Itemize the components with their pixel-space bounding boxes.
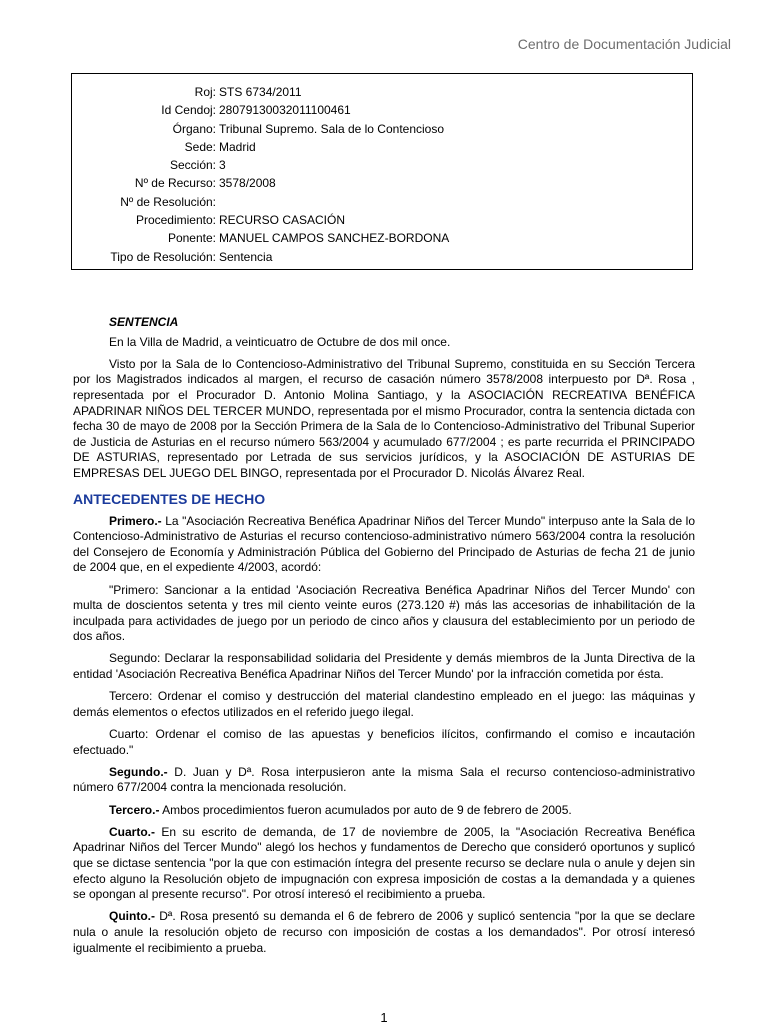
- metadata-table: [72, 83, 449, 266]
- paragraph-visto: Visto por la Sala de lo Contencioso-Administrativo del Tribunal Supremo, constituida en su Sección Tercera por los Magistrados indicados al margen, el recurso de casación número 3578/2008 interpuesto por Dª. Rosa , representada por el Procurador D. Antonio Molina Santiago, y la ASOCIACIÓN RECREATIVA BENÉFICA APADRINAR NIÑOS DEL TERCER MUNDO, representada por el mismo Procurador, contra la sentencia dictada con fecha 30 de mayo de 2008 por la Sección Primera de la Sala de lo Contencioso-Administrativo del Tribunal Superior de Justicia de Asturias en el recurso número 563/2004 y acumulado 677/2004 ; es parte recurrida el PRINCIPADO DE ASTURIAS, representado por Letrada de sus servicios jurídicos, y la ASOCIACIÓN DE ASTURIAS DE EMPRESAS DEL JUEGO DEL BINGO, representada por el Procurador D. Nicolás Álvarez Real.: [73, 356, 695, 480]
- meta-row-ponente: [72, 229, 449, 247]
- paragraph-text: D. Juan y Dª. Rosa interpusieron ante la misma Sala el recurso contencioso-administrativo número 677/2004 contra la mencionada resolución.: [73, 764, 695, 795]
- meta-value: Madrid: [219, 139, 256, 154]
- paragraph-lead: Primero.-: [109, 513, 162, 528]
- paragraph-lead: Cuarto.-: [109, 824, 155, 839]
- paragraph-primero: [73, 514, 695, 576]
- paragraph-text: Dª. Rosa presentó su demanda el 6 de febrero de 2006 y suplicó sentencia "por la que se declare nula o anule la resolución objeto de recurso con imposición de costas a los demandados". Por otrosí interesó igualmente el recibimiento a prueba.: [73, 909, 695, 955]
- meta-row-id-cendoj: [72, 101, 449, 119]
- paragraph-lugar: En la Villa de Madrid, a veinticuatro de Octubre de dos mil once.: [109, 334, 451, 349]
- quote-segundo: Segundo: Declarar la responsabilidad solidaria del Presidente y demás miembros de la Junta Directiva de la entidad 'Asociación Recreativa Benéfica Apadrinar Niños del Tercer Mundo' por la infracción cometida por ésta.: [73, 651, 695, 682]
- meta-label: Nº de Resolución:: [120, 194, 216, 209]
- meta-value: 3: [219, 158, 226, 173]
- paragraph-tercero: [73, 803, 695, 819]
- meta-row-organo: [72, 120, 449, 138]
- paragraph-cuarto: [73, 825, 695, 903]
- paragraph-segundo: [73, 765, 695, 796]
- meta-value: RECURSO CASACIÓN: [219, 213, 346, 228]
- meta-value: 3578/2008: [219, 176, 276, 191]
- meta-value: [219, 193, 449, 211]
- paragraph-quinto: [73, 909, 695, 956]
- meta-label: Tipo de Resolución:: [110, 249, 216, 264]
- meta-label: Procedimiento:: [135, 213, 216, 228]
- metadata-box: [71, 73, 693, 270]
- paragraph-lead: Tercero.-: [109, 802, 160, 817]
- meta-label: Nº de Recurso:: [134, 176, 216, 191]
- meta-label: Órgano:: [172, 121, 216, 136]
- paragraph-text: En su escrito de demanda, de 17 de noviembre de 2005, la "Asociación Recreativa Benéfica Apadrinar Niños del Tercer Mundo" alegó los hechos y fundamentos de Derecho que consideró oportunos y suplicó que se dictase sentencia "por la que con estimación íntegra del presente recurso se declare nula o anule y dejen sin efecto alguno la Resolución objeto de impugnación con expresa imposición de costas a la demandada y a quienes se opongan al presente recurso". Por otrosí interesó el recibimiento a prueba.: [73, 824, 695, 902]
- meta-row-tipo-resolucion: [72, 248, 449, 266]
- paragraph-lead: Quinto.-: [109, 909, 155, 924]
- meta-row-resolucion: [72, 193, 449, 211]
- meta-label: Sección:: [169, 158, 216, 173]
- quote-cuarto: Cuarto: Ordenar el comiso de las apuestas y beneficios ilícitos, confirmando el comiso e incautación efectuado.": [73, 727, 695, 757]
- meta-value: 28079130032011100461: [219, 103, 351, 118]
- meta-value: Sentencia: [219, 249, 273, 264]
- meta-row-roj: [72, 83, 449, 101]
- document-header: Centro de Documentación Judicial: [517, 36, 731, 52]
- paragraph-lead: Segundo.-: [109, 764, 168, 779]
- meta-value: Tribunal Supremo. Sala de lo Contencioso: [219, 121, 445, 136]
- meta-row-procedimiento: [72, 211, 449, 229]
- meta-row-seccion: [72, 156, 449, 174]
- meta-value: MANUEL CAMPOS SANCHEZ-BORDONA: [219, 231, 450, 246]
- meta-row-sede: [72, 138, 449, 156]
- meta-label: Sede:: [184, 139, 216, 154]
- paragraph-text: Ambos procedimientos fueron acumulados por auto de 9 de febrero de 2005.: [159, 802, 572, 817]
- quote-tercero: Tercero: Ordenar el comiso y destrucción del material clandestino empleado en el juego: las máquinas y demás elementos o efectos utilizados en el referido juego ilegal.: [73, 689, 695, 719]
- quote-primero: "Primero: Sancionar a la entidad 'Asociación Recreativa Benéfica Apadrinar Niños del Tercer Mundo' con multa de doscientos setenta y tres mil ciento veinte euros (273.120 #) más las accesorias de inhabilitación de la inculpada para actividades de juego por un periodo de cinco años y clausura del establecimiento por un periodo de dos años.: [73, 582, 695, 644]
- document-body: [73, 313, 695, 963]
- meta-row-recurso: [72, 174, 449, 192]
- meta-label: Id Cendoj:: [161, 103, 216, 118]
- meta-label: Ponente:: [167, 231, 216, 246]
- page-number: 1: [380, 1010, 388, 1025]
- meta-value: STS 6734/2011: [219, 85, 302, 99]
- paragraph-text: La "Asociación Recreativa Benéfica Apadrinar Niños del Tercer Mundo" interpuso ante la Sala de lo Contencioso-Administrativo de Asturias el recurso contencioso-administrativo número 563/2004 contra la resolución del Consejero de Economía y Administración Pública del Gobierno del Principado de Asturias de fecha 21 de junio de 2004 que, en el expediente 4/2003, acordó:: [73, 513, 695, 575]
- meta-label: Roj:: [194, 85, 216, 99]
- section-heading-antecedentes: ANTECEDENTES DE HECHO: [73, 490, 266, 507]
- sentencia-title: SENTENCIA: [109, 315, 179, 329]
